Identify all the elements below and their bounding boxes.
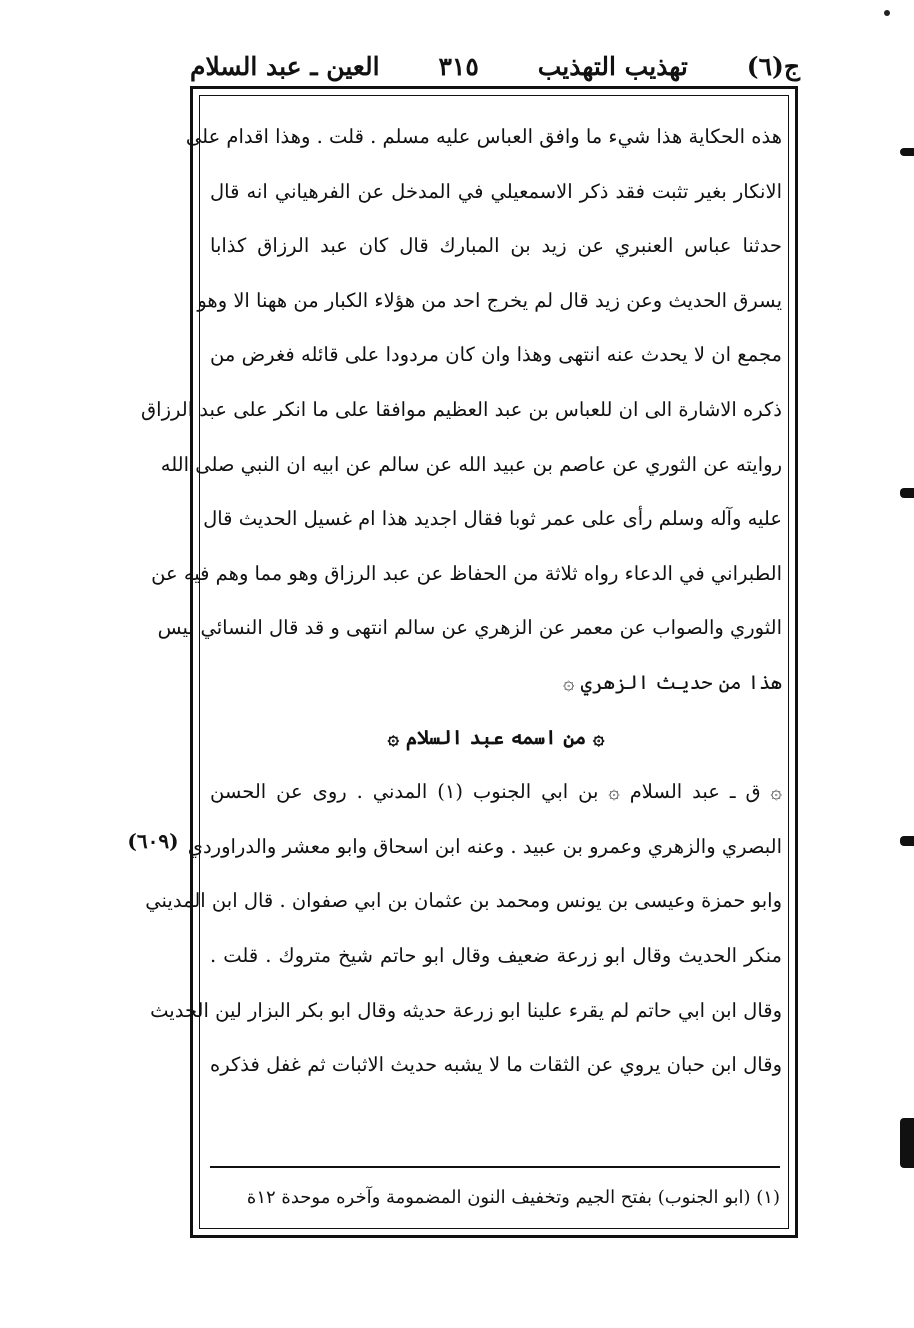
text-line: مجمع ان لا يحدث عنه انتهى وهذا وان كان مردودا على قائله فغرض من: [210, 343, 782, 367]
text-line: الثوري والصواب عن معمر عن الزهري عن سالم انتهى و قد قال النسائي ليس: [157, 616, 782, 640]
entry-line: منكر الحديث وقال ابو زرعة ضعيف وقال ابو حاتم شيخ متروك . قلت .: [210, 943, 782, 967]
entry-line: ۞ ق ـ عبد السلام ۞ بن ابي الجنوب (١) المدني . روى عن الحسن: [210, 780, 782, 804]
text-line: الطبراني في الدعاء رواه ثلاثة من الحفاظ عن عبد الرزاق وهو مما وهم فيه عن: [151, 561, 782, 585]
header-page-number: ٣١٥: [438, 51, 479, 81]
footnote-divider: [210, 1166, 780, 1168]
footnote: (١) (ابو الجنوب) بفتح الجيم وتخفيف النون المضمومة وآخره موحدة ١٢ة: [246, 1187, 780, 1208]
entry-line: وقال ابن حبان يروي عن الثقات ما لا يشبه حديث الاثبات ثم غفل فذكره: [210, 1053, 782, 1077]
header-book-title: تهذيب التهذيب: [537, 51, 688, 81]
edge-mark: [900, 836, 914, 846]
page-speck: [884, 10, 890, 16]
edge-mark: [900, 1118, 914, 1168]
header-section: العين ـ عبد السلام: [190, 51, 380, 81]
text-line: حدثنا عباس العنبري عن زيد بن المبارك قال كان عبد الرزاق كذابا: [210, 234, 782, 258]
edge-mark: [900, 488, 914, 498]
header-volume: ج(٦): [746, 51, 800, 81]
entry-line: وقال ابن ابي حاتم لم يقرء علينا ابو زرعة حديثه وقال ابو بكر البزار لين الحديث: [150, 998, 782, 1022]
running-header: [190, 44, 800, 88]
edge-mark: [900, 148, 914, 156]
text-line: روايته عن الثوري عن عاصم بن عبيد الله عن سالم عن ابيه ان النبي صلى الله: [160, 452, 782, 476]
text-line: هذا من حديث الزهري ۞: [562, 670, 782, 694]
entry-line: وابو حمزة وعيسى بن يونس ومحمد بن عثمان بن ابي صفوان . قال ابن المديني: [145, 889, 782, 913]
entry-line: البصري والزهري وعمرو بن عبيد . وعنه ابن اسحاق وابو معشر والدراوردي: [187, 834, 782, 858]
text-line: هذه الحكاية هذا شيء ما وافق العباس عليه مسلم . قلت . وهذا اقدام على: [185, 125, 782, 148]
text-line: ذكره الاشارة الى ان للعباس بن عبد العظيم موافقا على ما انكر على عبد الرزاق: [141, 397, 782, 421]
entry-number: (٦٠٩): [127, 829, 179, 853]
text-line: الانكار بغير تثبت فقد ذكر الاسمعيلي في المدخل عن الفرهياني انه قال: [210, 179, 782, 203]
text-line: يسرق الحديث وعن زيد قال لم يخرج احد من هؤلاء الكبار من ههنا الا وهو: [197, 288, 782, 312]
section-heading: ۞ من اسمه عبد السلام ۞: [387, 725, 605, 749]
text-line: عليه وآله وسلم رأى على عمر ثوبا فقال اجديد هذا ام غسيل الحديث قال: [203, 507, 782, 531]
